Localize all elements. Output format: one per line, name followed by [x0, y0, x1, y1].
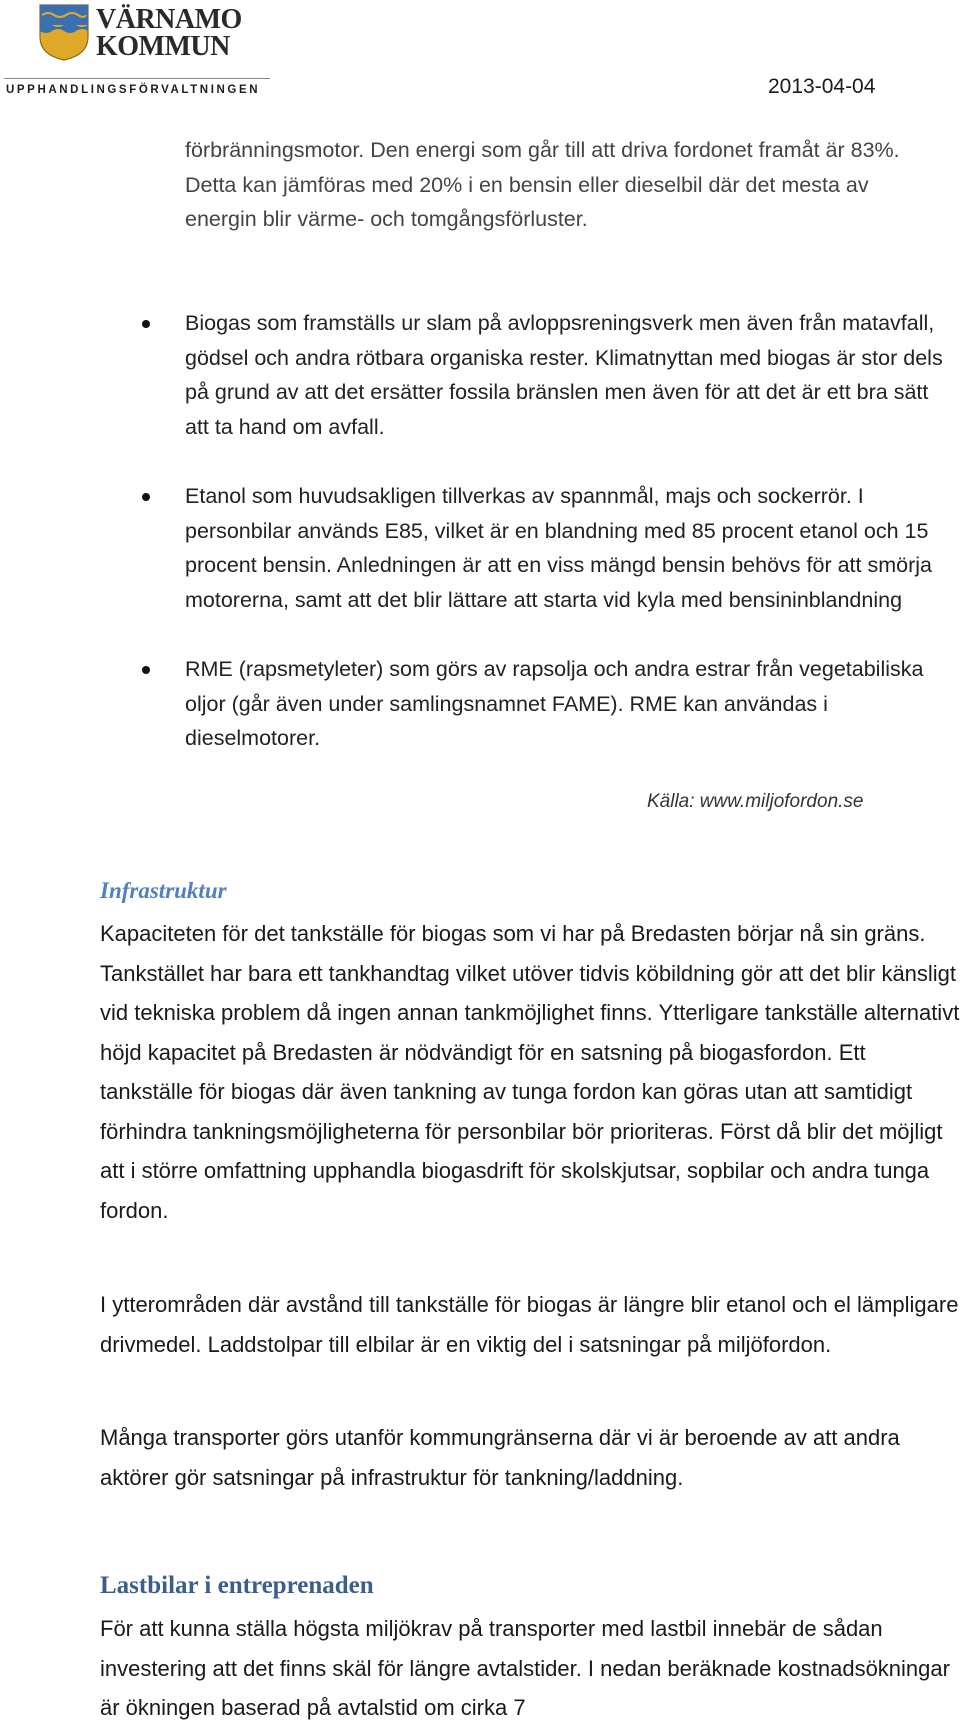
logo-line-1: VÄRNAMO: [96, 4, 242, 35]
bullet-text-part: Anledningen är att en viss mängd bensin behövs för att smörja motorerna, samt att det blir lättare att starta vid kyla med bensininblandning: [185, 553, 932, 612]
bullet-icon: [142, 320, 150, 328]
paragraph: I ytterområden där avstånd till tankställe för biogas är längre blir etanol och el lämpligare drivmedel. Laddstolpar till elbilar är en viktig del i satsningar på miljöfordon.: [100, 1292, 959, 1357]
page-header: [0, 0, 960, 110]
bullet-text-part: Etanol som huvudsakligen tillverkas av spannmål, majs och sockerrör. I personbilar används E85, vilket är en blandning med 85 procent etanol och 15 procent bensin.: [185, 484, 929, 577]
bullet-icon: [142, 666, 150, 674]
section-heading-infrastruktur: Infrastruktur: [100, 878, 227, 903]
paragraph: Kapaciteten för det tankställe för biogas som vi har på Bredasten börjar nå sin gräns. Tankstället har bara ett tankhandtag vilket utöver tidvis köbildning gör att det blir känsligt vid tekniska problem då ingen annan tankmöjlighet finns. Ytterligare tankställe alternativt höjd kapacitet på Bredasten är nödvändigt för en satsning på biogasfordon. Ett tankställe för biogas där även tankning av tunga fordon kan göras utan att samtidigt förhindra tankningsmöjligheterna för personbilar bör prioriteras. Först då blir det möjligt att i större omfattning upphandla biogasdrift för skolskjutsar, sopbilar och andra tunga fordon.: [100, 921, 960, 1223]
document-date: 2013-04-04: [768, 75, 876, 98]
fuel-bullet-list: [140, 306, 950, 791]
bullet-text: [185, 484, 932, 612]
list-item: [140, 652, 950, 756]
source-citation: Källa: www.miljofordon.se: [647, 791, 864, 812]
continued-paragraph: förbränningsmotor. Den energi som går till att driva fordonet framåt är 83%. Detta kan jämföras med 20% i en bensin eller dieselbil där det mesta av energin blir värme- och tomgångsförluster.: [185, 138, 900, 231]
paragraph: För att kunna ställa högsta miljökrav på transporter med lastbil innebär de sådan investering att det finns skäl för längre avtalstider. I nedan beräknade kostnadsökningar är ökningen baserad på avtalstid om cirka 7: [100, 1616, 950, 1720]
bullet-text: [185, 657, 923, 750]
varnamo-shield-logo: [38, 3, 90, 61]
bullet-text: [185, 311, 943, 439]
logo-line-2: KOMMUN: [96, 31, 230, 62]
bullet-text-part: Klimatnyttan med biogas är stor dels på grund av att det ersätter fossila bränslen men även för att det är ett bra sätt att ta hand om avfall.: [185, 345, 943, 439]
bullet-text-part: RME (rapsmetyleter) som görs av rapsolja och andra estrar från vegetabiliska oljor (går även under samlingsnamnet FAME). RME kan användas i dieselmotorer.: [185, 657, 924, 750]
header-rule: [4, 78, 270, 79]
bullet-icon: [142, 493, 150, 501]
paragraph: Många transporter görs utanför kommungränserna där vi är beroende av att andra aktörer gör satsningar på infrastruktur för tankning/laddning.: [100, 1425, 900, 1490]
list-item: [140, 479, 950, 617]
list-item: [140, 306, 950, 444]
department-name: UPPHANDLINGSFÖRVALTNINGEN: [6, 84, 261, 96]
bullet-text-part: Biogas som framställs ur slam på avloppsreningsverk men även från matavfall, gödsel och andra rötbara organiska rester.: [185, 311, 935, 370]
municipality-name: [96, 6, 242, 60]
section-heading-lastbilar: Lastbilar i entreprenaden: [100, 1572, 374, 1599]
